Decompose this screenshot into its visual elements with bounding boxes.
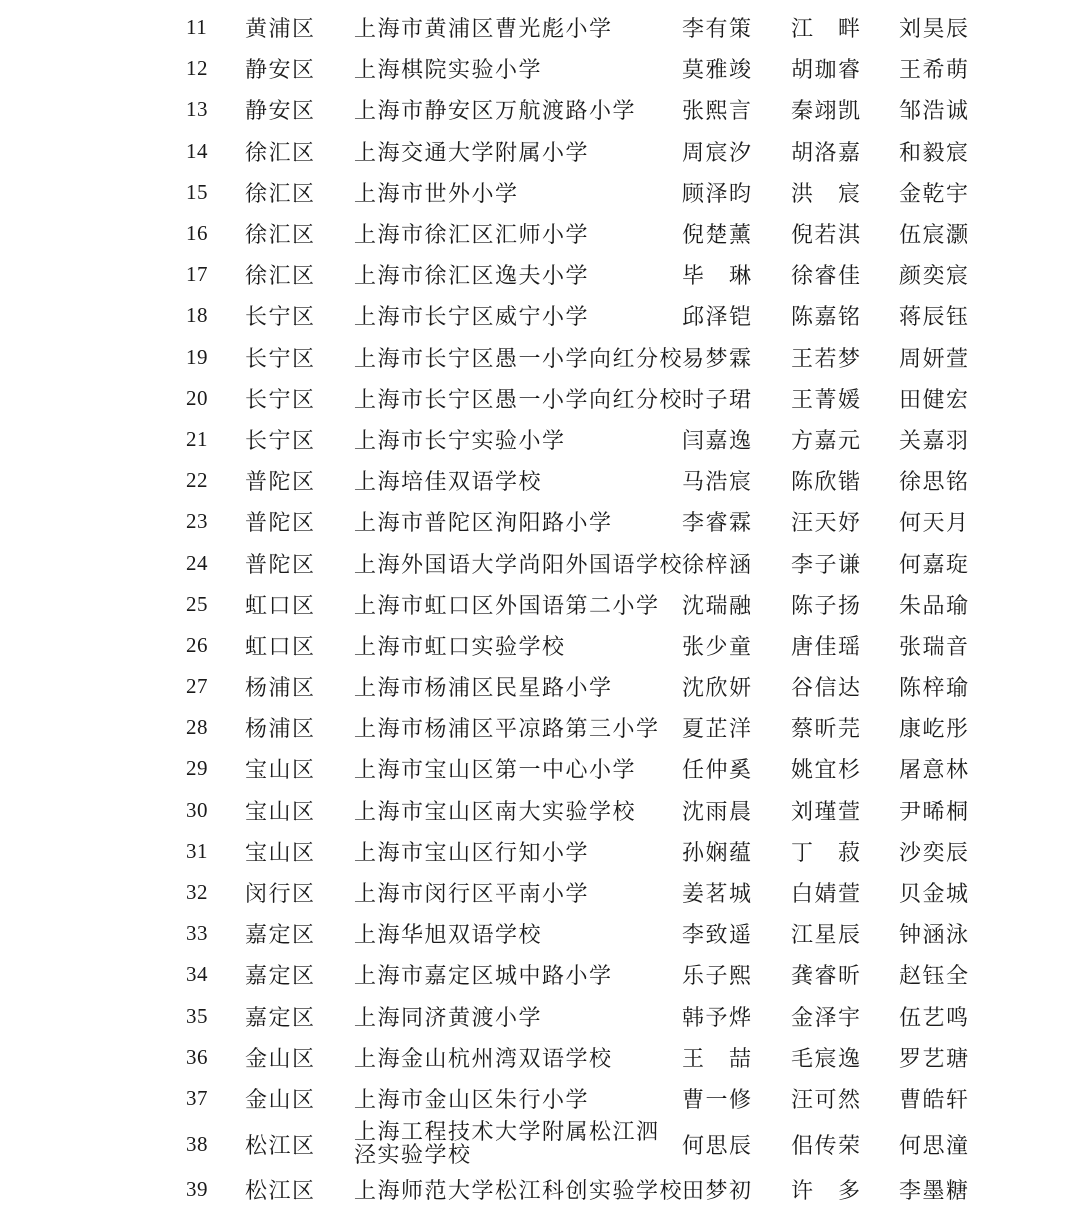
row-number: 39: [186, 1177, 208, 1202]
student-name-cell: 罗艺瑭: [899, 1046, 970, 1072]
row-number: 38: [186, 1131, 208, 1156]
row-number: 26: [186, 632, 208, 657]
school-name-cell: 上海市虹口区外国语第二小学: [354, 593, 660, 619]
row-number: 13: [186, 97, 208, 122]
table-row: [0, 131, 1080, 172]
row-number: 15: [186, 179, 208, 204]
district-cell: 杨浦区: [245, 676, 316, 702]
school-name-cell: 上海同济黄渡小学: [354, 1005, 543, 1031]
student-name-cell: 赵钰全: [899, 964, 970, 990]
row-number: 29: [186, 756, 208, 781]
student-name-cell: 许 多: [791, 1179, 862, 1205]
table-row: [0, 48, 1080, 89]
student-name-cell: 蒋辰钰: [899, 305, 970, 331]
row-number: 19: [186, 344, 208, 369]
student-name-cell: 王菁媛: [791, 387, 862, 413]
school-name-cell: 上海市徐汇区逸夫小学: [354, 264, 590, 290]
district-cell: 嘉定区: [245, 964, 316, 990]
school-name-cell: 上海市长宁区威宁小学: [354, 305, 590, 331]
row-number: 18: [186, 303, 208, 328]
student-name-cell: 汪可然: [791, 1087, 862, 1113]
student-name-cell: 时子珺: [682, 387, 753, 413]
school-name-cell: 上海市嘉定区城中路小学: [354, 964, 613, 990]
district-cell: 金山区: [245, 1087, 316, 1113]
table-row: [0, 89, 1080, 130]
school-name-cell: 上海市闵行区平南小学: [354, 882, 590, 908]
student-name-cell: 李墨糖: [899, 1179, 970, 1205]
row-number: 22: [186, 468, 208, 493]
student-name-cell: 毕 琳: [682, 264, 753, 290]
row-number: 32: [186, 880, 208, 905]
row-number: 30: [186, 797, 208, 822]
table-row: [0, 172, 1080, 213]
student-name-cell: 夏芷洋: [682, 717, 753, 743]
district-cell: 金山区: [245, 1046, 316, 1072]
table-row: [0, 295, 1080, 336]
student-name-cell: 屠意林: [899, 758, 970, 784]
district-cell: 静安区: [245, 99, 316, 125]
student-name-cell: 易梦霖: [682, 346, 753, 372]
district-cell: 闵行区: [245, 882, 316, 908]
student-name-cell: 汪天妤: [791, 511, 862, 537]
row-number: 36: [186, 1044, 208, 1069]
table-row: [0, 996, 1080, 1037]
district-cell: 长宁区: [245, 428, 316, 454]
student-name-cell: 何思潼: [899, 1133, 970, 1159]
school-name-cell: 上海市长宁实验小学: [354, 428, 566, 454]
school-name-cell: 上海工程技术大学附属松江泗泾实验学校: [354, 1120, 660, 1169]
table-row: [0, 7, 1080, 48]
student-name-cell: 谷信达: [791, 676, 862, 702]
student-name-cell: 田梦初: [682, 1179, 753, 1205]
student-name-cell: 李有策: [682, 17, 753, 43]
table-row: [0, 790, 1080, 831]
district-cell: 徐汇区: [245, 223, 316, 249]
school-name-cell: 上海华旭双语学校: [354, 923, 543, 949]
row-number: 31: [186, 838, 208, 863]
row-number: 16: [186, 221, 208, 246]
school-name-cell: 上海市静安区万航渡路小学: [354, 99, 637, 125]
student-name-cell: 曹皓轩: [899, 1087, 970, 1113]
district-cell: 徐汇区: [245, 181, 316, 207]
student-name-cell: 沈欣妍: [682, 676, 753, 702]
school-name-cell: 上海市虹口实验学校: [354, 634, 566, 660]
student-name-cell: 乐子熙: [682, 964, 753, 990]
student-name-cell: 丁 菽: [791, 840, 862, 866]
district-cell: 嘉定区: [245, 1005, 316, 1031]
student-name-cell: 任仲奚: [682, 758, 753, 784]
student-name-cell: 陈嘉铭: [791, 305, 862, 331]
school-name-cell: 上海市金山区朱行小学: [354, 1087, 590, 1113]
student-name-cell: 蔡昕芫: [791, 717, 862, 743]
student-name-cell: 张少童: [682, 634, 753, 660]
student-name-cell: 陈子扬: [791, 593, 862, 619]
table-row: [0, 337, 1080, 378]
school-name-cell: 上海市长宁区愚一小学向红分校: [354, 346, 684, 372]
student-name-cell: 金乾宇: [899, 181, 970, 207]
table-row: [0, 872, 1080, 913]
school-name-cell: 上海市黄浦区曹光彪小学: [354, 17, 613, 43]
school-name-cell: 上海市宝山区第一中心小学: [354, 758, 637, 784]
student-name-cell: 何天月: [899, 511, 970, 537]
student-name-cell: 伍艺鸣: [899, 1005, 970, 1031]
table-row: [0, 954, 1080, 995]
district-cell: 徐汇区: [245, 140, 316, 166]
student-name-cell: 倪若淇: [791, 223, 862, 249]
row-number: 23: [186, 509, 208, 534]
district-cell: 宝山区: [245, 840, 316, 866]
table-row: [0, 666, 1080, 707]
student-name-cell: 朱品瑜: [899, 593, 970, 619]
district-cell: 长宁区: [245, 305, 316, 331]
student-name-cell: 周宸汐: [682, 140, 753, 166]
table-row: [0, 748, 1080, 789]
row-number: 12: [186, 56, 208, 81]
district-cell: 虹口区: [245, 593, 316, 619]
table-row: [0, 1078, 1080, 1119]
district-cell: 普陀区: [245, 552, 316, 578]
table-row: [0, 460, 1080, 501]
student-name-cell: 白婧萱: [791, 882, 862, 908]
row-number: 33: [186, 921, 208, 946]
student-name-cell: 李致遥: [682, 923, 753, 949]
student-name-cell: 徐睿佳: [791, 264, 862, 290]
student-name-cell: 韩予烨: [682, 1005, 753, 1031]
school-name-cell: 上海市杨浦区平凉路第三小学: [354, 717, 660, 743]
district-cell: 静安区: [245, 58, 316, 84]
district-cell: 宝山区: [245, 799, 316, 825]
row-number: 21: [186, 426, 208, 451]
student-name-cell: 和毅宸: [899, 140, 970, 166]
student-name-cell: 关嘉羽: [899, 428, 970, 454]
student-name-cell: 胡洛嘉: [791, 140, 862, 166]
student-name-cell: 颜奕宸: [899, 264, 970, 290]
school-name-cell: 上海市普陀区洵阳路小学: [354, 511, 613, 537]
student-name-cell: 徐思铭: [899, 470, 970, 496]
school-name-cell: 上海金山杭州湾双语学校: [354, 1046, 613, 1072]
table-row: [0, 419, 1080, 460]
student-name-cell: 王 喆: [682, 1046, 753, 1072]
student-name-cell: 何思辰: [682, 1133, 753, 1159]
school-name-cell: 上海市世外小学: [354, 181, 519, 207]
row-number: 37: [186, 1085, 208, 1110]
row-number: 24: [186, 550, 208, 575]
student-name-cell: 莫雅竣: [682, 58, 753, 84]
table-row: [0, 1037, 1080, 1078]
student-name-cell: 江 畔: [791, 17, 862, 43]
table-row: [0, 254, 1080, 295]
student-name-cell: 陈欣锴: [791, 470, 862, 496]
student-name-cell: 陈梓瑜: [899, 676, 970, 702]
district-cell: 普陀区: [245, 470, 316, 496]
award-list-table: [0, 7, 1080, 1210]
student-name-cell: 毛宸逸: [791, 1046, 862, 1072]
district-cell: 长宁区: [245, 346, 316, 372]
table-row: [0, 542, 1080, 583]
student-name-cell: 唐佳瑶: [791, 634, 862, 660]
row-number: 17: [186, 262, 208, 287]
student-name-cell: 康屹彤: [899, 717, 970, 743]
student-name-cell: 伍宸灏: [899, 223, 970, 249]
student-name-cell: 刘昊辰: [899, 17, 970, 43]
student-name-cell: 洪 宸: [791, 181, 862, 207]
school-name-cell: 上海棋院实验小学: [354, 58, 543, 84]
student-name-cell: 沈雨晨: [682, 799, 753, 825]
table-row: [0, 913, 1080, 954]
student-name-cell: 王希萌: [899, 58, 970, 84]
student-name-cell: 沈瑞融: [682, 593, 753, 619]
school-name-cell: 上海市徐汇区汇师小学: [354, 223, 590, 249]
student-name-cell: 邹浩诚: [899, 99, 970, 125]
student-name-cell: 何嘉琁: [899, 552, 970, 578]
school-name-cell: 上海市杨浦区民星路小学: [354, 676, 613, 702]
student-name-cell: 龚睿昕: [791, 964, 862, 990]
student-name-cell: 徐梓涵: [682, 552, 753, 578]
table-row: [0, 501, 1080, 542]
student-name-cell: 李睿霖: [682, 511, 753, 537]
table-row: [0, 831, 1080, 872]
student-name-cell: 马浩宸: [682, 470, 753, 496]
student-name-cell: 姚宜杉: [791, 758, 862, 784]
student-name-cell: 江星辰: [791, 923, 862, 949]
district-cell: 虹口区: [245, 634, 316, 660]
student-name-cell: 周妍萱: [899, 346, 970, 372]
table-row: [0, 378, 1080, 419]
row-number: 14: [186, 138, 208, 163]
student-name-cell: 孙娴蕴: [682, 840, 753, 866]
row-number: 11: [186, 15, 208, 40]
table-row: [0, 707, 1080, 748]
student-name-cell: 沙奕辰: [899, 840, 970, 866]
district-cell: 徐汇区: [245, 264, 316, 290]
district-cell: 松江区: [245, 1133, 316, 1159]
district-cell: 普陀区: [245, 511, 316, 537]
student-name-cell: 王若梦: [791, 346, 862, 372]
student-name-cell: 田健宏: [899, 387, 970, 413]
school-name-cell: 上海交通大学附属小学: [354, 140, 590, 166]
district-cell: 长宁区: [245, 387, 316, 413]
student-name-cell: 张瑞音: [899, 634, 970, 660]
school-name-cell: 上海培佳双语学校: [354, 470, 543, 496]
student-name-cell: 曹一修: [682, 1087, 753, 1113]
school-name-cell: 上海市长宁区愚一小学向红分校: [354, 387, 684, 413]
table-row: [0, 625, 1080, 666]
student-name-cell: 胡珈睿: [791, 58, 862, 84]
table-row: [0, 1119, 1080, 1169]
row-number: 25: [186, 591, 208, 616]
student-name-cell: 李子谦: [791, 552, 862, 578]
row-number: 27: [186, 674, 208, 699]
district-cell: 嘉定区: [245, 923, 316, 949]
student-name-cell: 方嘉元: [791, 428, 862, 454]
student-name-cell: 姜茗城: [682, 882, 753, 908]
district-cell: 松江区: [245, 1179, 316, 1205]
student-name-cell: 贝金城: [899, 882, 970, 908]
student-name-cell: 倪楚薰: [682, 223, 753, 249]
student-name-cell: 张熙言: [682, 99, 753, 125]
student-name-cell: 邱泽铠: [682, 305, 753, 331]
student-name-cell: 顾泽昀: [682, 181, 753, 207]
table-row: [0, 1169, 1080, 1210]
district-cell: 黄浦区: [245, 17, 316, 43]
row-number: 34: [186, 962, 208, 987]
student-name-cell: 钟涵泳: [899, 923, 970, 949]
row-number: 20: [186, 385, 208, 410]
row-number: 35: [186, 1003, 208, 1028]
student-name-cell: 刘瑾萱: [791, 799, 862, 825]
district-cell: 杨浦区: [245, 717, 316, 743]
district-cell: 宝山区: [245, 758, 316, 784]
student-name-cell: 尹晞桐: [899, 799, 970, 825]
table-row: [0, 213, 1080, 254]
student-name-cell: 金泽宇: [791, 1005, 862, 1031]
student-name-cell: 闫嘉逸: [682, 428, 753, 454]
student-name-cell: 秦翊凯: [791, 99, 862, 125]
school-name-cell: 上海师范大学松江科创实验学校: [354, 1179, 684, 1205]
student-name-cell: 佀传荣: [791, 1133, 862, 1159]
school-name-cell: 上海市宝山区南大实验学校: [354, 799, 637, 825]
school-name-cell: 上海外国语大学尚阳外国语学校: [354, 552, 684, 578]
table-row: [0, 584, 1080, 625]
school-name-cell: 上海市宝山区行知小学: [354, 840, 590, 866]
row-number: 28: [186, 715, 208, 740]
